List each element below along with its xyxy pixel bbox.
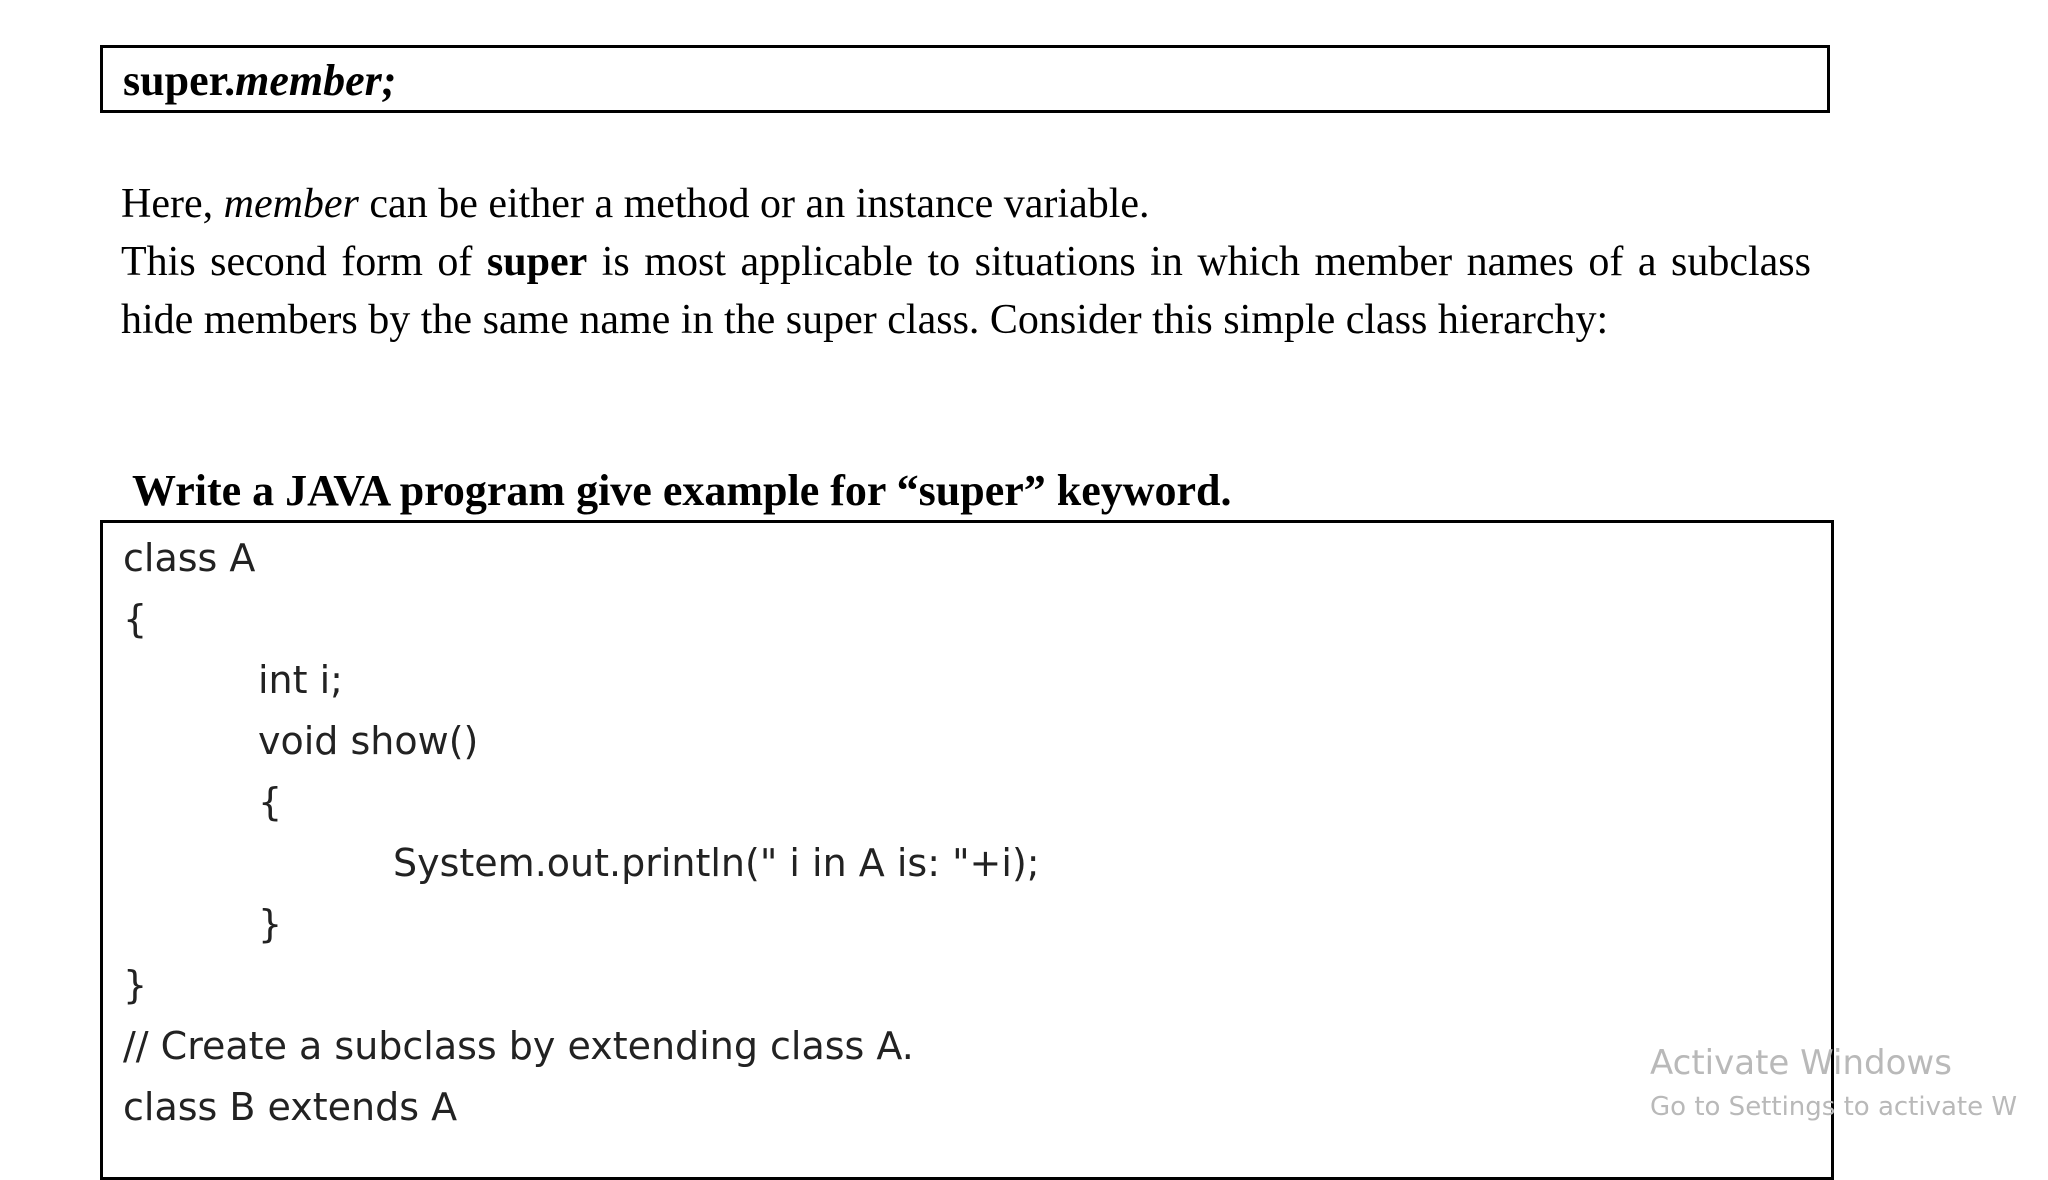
code-line: void show() [258, 719, 479, 763]
paragraph2-before: This second form of [121, 239, 487, 285]
paragraph2-after: is most applicable to situations in which member names of a subclass hide members by the same name in the super class. Consider this simple class hierarchy: [121, 239, 1811, 343]
code-line: class B extends A [123, 1085, 458, 1129]
syntax-prefix: super. [123, 56, 236, 105]
code-line: { [258, 780, 283, 824]
code-line: class A [123, 536, 256, 580]
paragraph1-before: Here, [121, 181, 224, 227]
code-box [100, 520, 1834, 1180]
syntax-box [100, 45, 1830, 113]
code-line: { [123, 597, 148, 641]
syntax-member: member; [235, 56, 397, 105]
activate-windows-title: Activate Windows [1650, 1043, 1952, 1083]
code-line: } [123, 963, 148, 1007]
paragraph1-after: can be either a method or an instance variable. [358, 181, 1150, 227]
activate-windows-subtitle: Go to Settings to activate W [1650, 1092, 2018, 1122]
question-heading: Write a JAVA program give example for “super” keyword. [132, 466, 1232, 515]
paragraph2-keyword: super [486, 239, 588, 285]
code-line: // Create a subclass by extending class A. [123, 1024, 914, 1068]
code-line: } [258, 902, 283, 946]
code-line: int i; [258, 658, 343, 702]
syntax-text [123, 56, 396, 106]
paragraph-member-description [121, 175, 1811, 233]
paragraph1-member: member [223, 181, 359, 227]
code-line: System.out.println(" i in A is: "+i); [393, 841, 1040, 885]
paragraph-super-usage [121, 233, 1811, 349]
